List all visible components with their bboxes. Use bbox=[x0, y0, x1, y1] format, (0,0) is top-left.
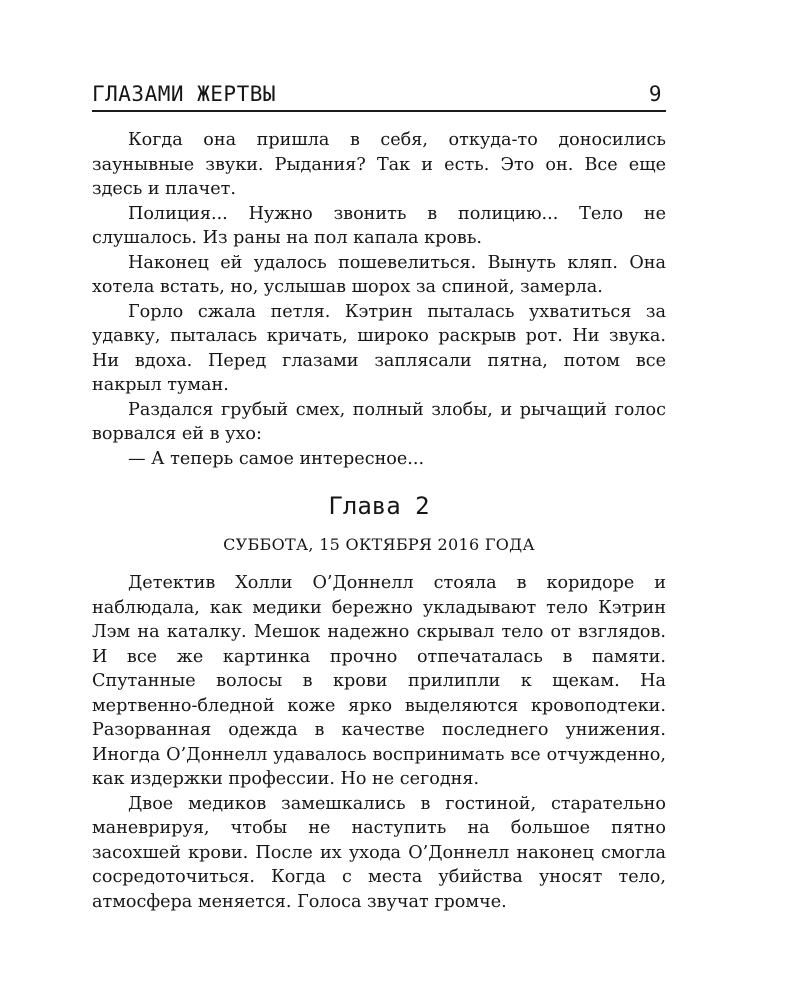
paragraph: Наконец ей удалось пошевелиться. Вынуть кляп. Она хотела встать, но, услышав шорох за спиной, замерла. bbox=[92, 252, 666, 297]
chapter-date: СУББОТА, 15 ОКТЯБРЯ 2016 ГОДА bbox=[223, 535, 535, 554]
running-header bbox=[92, 80, 666, 108]
header-rule bbox=[92, 110, 666, 112]
paragraph: Раздался грубый смех, полный злобы, и рычащий голос ворвался ей в ухо: bbox=[92, 399, 666, 444]
paragraph: Когда она пришла в себя, откуда-то доносились заунывные звуки. Рыдания? Так и есть. Это он. Все еще здесь и плачет. bbox=[92, 130, 666, 199]
paragraph: Двое медиков замешкались в гостиной, старательно маневрируя, чтобы не наступить на большое пятно засохшей крови. После их ухода О’Доннелл наконец смогла сосредоточиться. Когда с места убийства уносят тело, атмосфера меняется. Голоса звучат громче. bbox=[92, 793, 666, 912]
paragraph: Горло сжала петля. Кэтрин пыталась ухватиться за удавку, пыталась кричать, широко раскрыв рот. Ни звука. Ни вдоха. Перед глазами заплясали пятна, потом все накрыл туман. bbox=[92, 301, 666, 395]
paragraph: Полиция... Нужно звонить в полицию... Тело не слушалось. Из раны на пол капала кровь. bbox=[92, 203, 666, 248]
text-block-2 bbox=[92, 571, 666, 914]
page-number: 9 bbox=[648, 82, 662, 106]
chapter-title: Глава 2 bbox=[328, 492, 430, 520]
paragraph: — А теперь самое интересное... bbox=[128, 448, 425, 469]
running-title: ГЛАЗАМИ ЖЕРТВЫ bbox=[92, 82, 277, 106]
paragraph: Детектив Холли О’Доннелл стояла в коридоре и наблюдала, как медики бережно укладывают тело Кэтрин Лэм на каталку. Мешок надежно скрывал тело от взглядов. И все же картинка прочно отпечаталась в памяти. Спутанные волосы в крови прилипли к щекам. На мертвенно-бледной коже ярко выделяются кровоподтеки. Разорванная одежда в качестве последнего унижения. Иногда О’Доннелл удавалось воспринимать все отчужденно, как издержки профессии. Но не сегодня. bbox=[92, 573, 666, 789]
text-block-1 bbox=[92, 128, 666, 471]
